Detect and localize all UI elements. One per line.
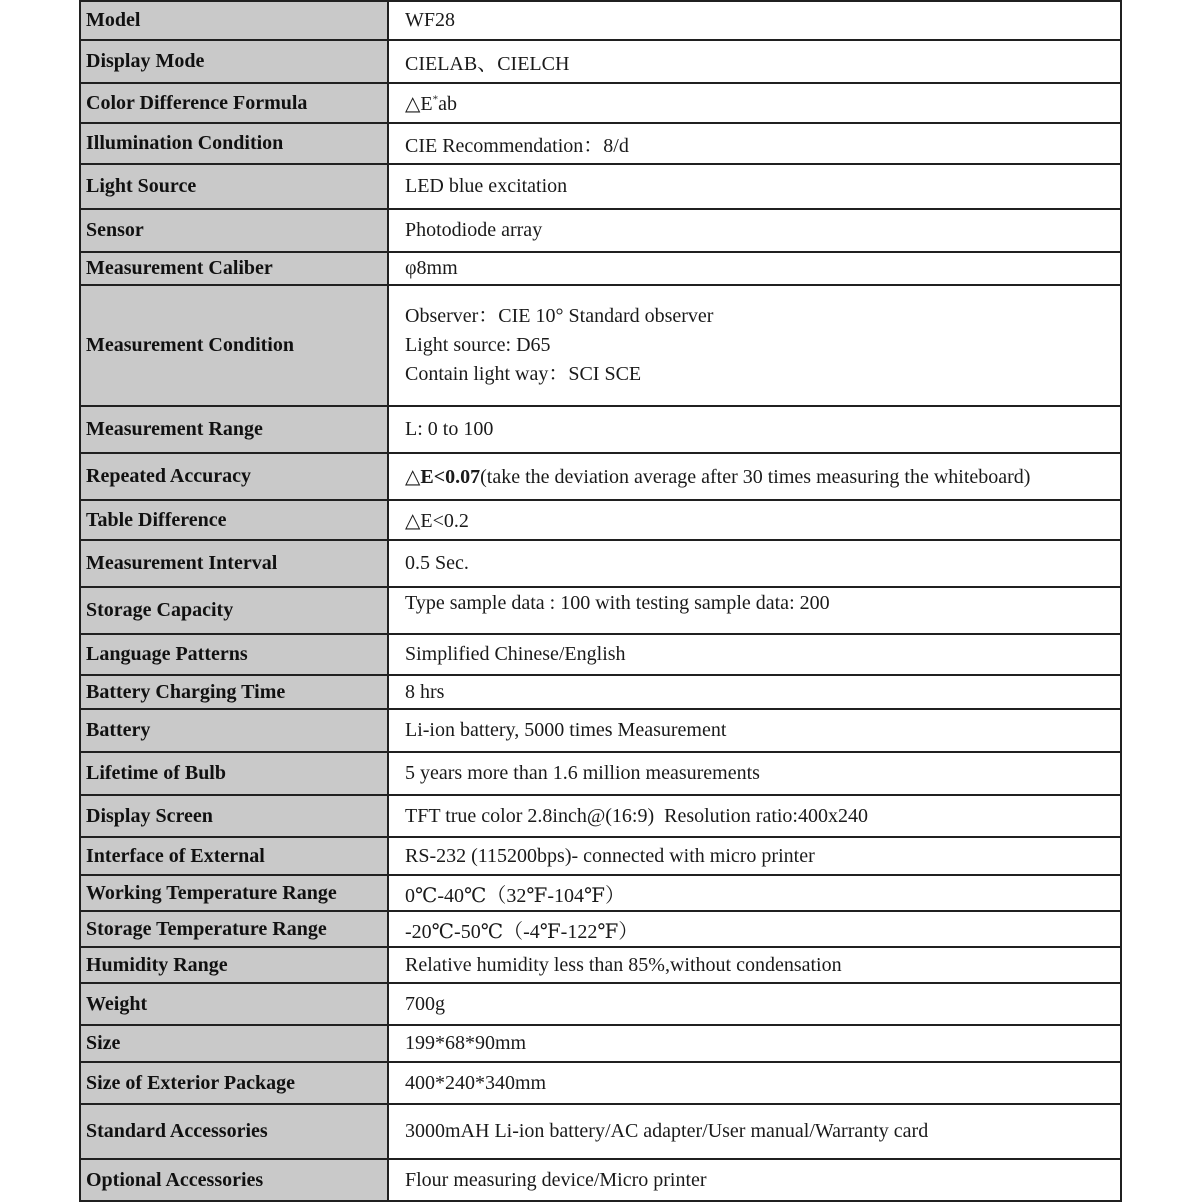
spec-value: L: 0 to 100: [388, 406, 1121, 453]
spec-row-light-source: [80, 164, 1121, 209]
spec-row-interface-of-external: [80, 837, 1121, 875]
spec-label: Light Source: [80, 164, 388, 209]
accuracy-value: △E<0.07: [405, 466, 481, 488]
spec-value: RS-232 (115200bps)- connected with micro printer: [388, 837, 1121, 875]
spec-label: Measurement Range: [80, 406, 388, 453]
spec-value: Photodiode array: [388, 209, 1121, 252]
spec-value: Relative humidity less than 85%,without condensation: [388, 947, 1121, 983]
formula-superscript: *: [432, 92, 439, 105]
spec-row-measurement-range: [80, 406, 1121, 453]
spec-row-model: [80, 1, 1121, 40]
spec-value: 3000mAH Li-ion battery/AC adapter/User manual/Warranty card: [388, 1104, 1121, 1159]
spec-row-weight: [80, 983, 1121, 1025]
spec-row-repeated-accuracy: [80, 453, 1121, 500]
spec-label: Weight: [80, 983, 388, 1025]
spec-row-battery-charging-time: [80, 675, 1121, 709]
spec-label: Table Difference: [80, 500, 388, 540]
spec-label: Interface of External: [80, 837, 388, 875]
spec-row-size: [80, 1025, 1121, 1062]
spec-value: △E<0.2: [388, 500, 1121, 540]
spec-label: Sensor: [80, 209, 388, 252]
spec-value: φ8mm: [388, 252, 1121, 285]
spec-value: 8 hrs: [388, 675, 1121, 709]
spec-row-standard-accessories: [80, 1104, 1121, 1159]
spec-value: [388, 285, 1121, 406]
condition-line: Light source: D65: [405, 334, 551, 356]
spec-value: TFT true color 2.8inch@(16:9) Resolution ratio:400x240: [388, 795, 1121, 837]
spec-label: Humidity Range: [80, 947, 388, 983]
spec-row-language-patterns: [80, 634, 1121, 675]
spec-label: Battery: [80, 709, 388, 752]
spec-label: Color Difference Formula: [80, 83, 388, 123]
spec-row-display-screen: [80, 795, 1121, 837]
spec-row-color-difference-formula: [80, 83, 1121, 123]
spec-row-illumination-condition: [80, 123, 1121, 164]
spec-row-humidity-range: [80, 947, 1121, 983]
spec-row-battery: [80, 709, 1121, 752]
spec-label: Standard Accessories: [80, 1104, 388, 1159]
spec-value: WF28: [388, 1, 1121, 40]
spec-value: LED blue excitation: [388, 164, 1121, 209]
condition-line: Contain light way：SCI SCE: [405, 363, 642, 385]
spec-label: Repeated Accuracy: [80, 453, 388, 500]
spec-row-optional-accessories: [80, 1159, 1121, 1201]
spec-value: 700g: [388, 983, 1121, 1025]
spec-value: Flour measuring device/Micro printer: [388, 1159, 1121, 1201]
spec-value: 0.5 Sec.: [388, 540, 1121, 587]
spec-row-storage-capacity: [80, 587, 1121, 634]
spec-label: Display Screen: [80, 795, 388, 837]
spec-label: Measurement Interval: [80, 540, 388, 587]
spec-label: Battery Charging Time: [80, 675, 388, 709]
spec-label: Model: [80, 1, 388, 40]
spec-value: 400*240*340mm: [388, 1062, 1121, 1104]
spec-label: Storage Capacity: [80, 587, 388, 634]
spec-value: 0℃-40℃（32℉-104℉）: [388, 875, 1121, 911]
spec-row-measurement-condition: [80, 285, 1121, 406]
spec-value: Li-ion battery, 5000 times Measurement: [388, 709, 1121, 752]
spec-row-working-temperature-range: [80, 875, 1121, 911]
spec-value: -20℃-50℃（-4℉-122℉）: [388, 911, 1121, 947]
spec-label: Measurement Caliber: [80, 252, 388, 285]
formula-subscript: ab: [438, 92, 457, 115]
formula-base: △E: [405, 92, 433, 115]
spec-value: CIE Recommendation：8/d: [388, 123, 1121, 164]
spec-value: [388, 453, 1121, 500]
spec-row-size-of-exterior-package: [80, 1062, 1121, 1104]
spec-row-display-mode: [80, 40, 1121, 83]
spec-label: Lifetime of Bulb: [80, 752, 388, 795]
spec-label: Size of Exterior Package: [80, 1062, 388, 1104]
spec-label: Illumination Condition: [80, 123, 388, 164]
spec-value: 5 years more than 1.6 million measurements: [388, 752, 1121, 795]
spec-label: Language Patterns: [80, 634, 388, 675]
spec-row-lifetime-of-bulb: [80, 752, 1121, 795]
spec-value: [388, 83, 1121, 123]
spec-value: CIELAB、CIELCH: [388, 40, 1121, 83]
spec-label: Size: [80, 1025, 388, 1062]
spec-value: Simplified Chinese/English: [388, 634, 1121, 675]
spec-label: Measurement Condition: [80, 285, 388, 406]
spec-value: 199*68*90mm: [388, 1025, 1121, 1062]
spec-row-sensor: [80, 209, 1121, 252]
spec-label: Display Mode: [80, 40, 388, 83]
spec-table: [79, 0, 1122, 1202]
spec-row-measurement-caliber: [80, 252, 1121, 285]
spec-label: Storage Temperature Range: [80, 911, 388, 947]
spec-row-storage-temperature-range: [80, 911, 1121, 947]
condition-line: Observer：CIE 10° Standard observer: [405, 305, 714, 327]
accuracy-note: (take the deviation average after 30 times measuring the whiteboard): [480, 466, 1031, 488]
spec-value: Type sample data : 100 with testing sample data: 200: [388, 587, 1121, 634]
spec-label: Optional Accessories: [80, 1159, 388, 1201]
spec-row-measurement-interval: [80, 540, 1121, 587]
spec-row-table-difference: [80, 500, 1121, 540]
spec-label: Working Temperature Range: [80, 875, 388, 911]
